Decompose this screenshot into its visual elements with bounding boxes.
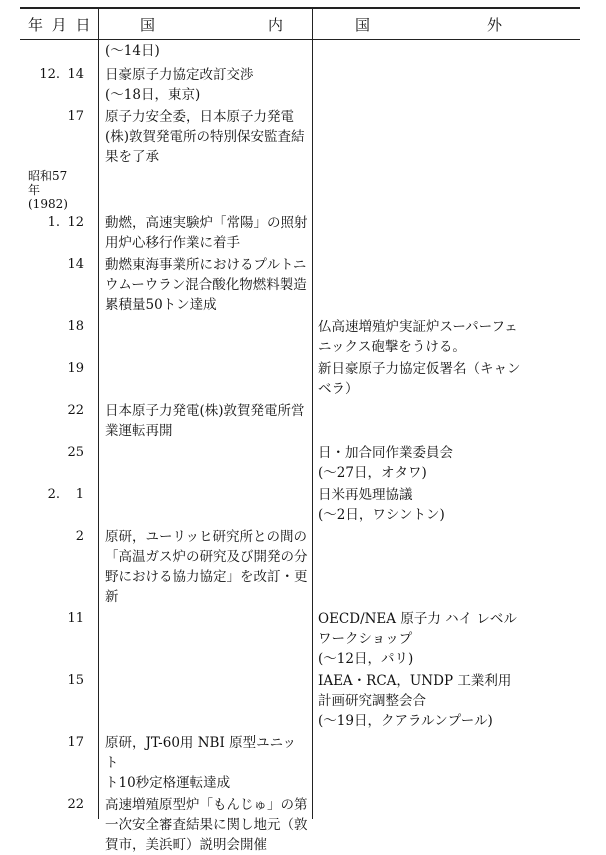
domestic-cell: (～14日) [105,43,160,59]
domestic-cell: 高速増殖原型炉「もんじゅ」の第 一次安全審査結果に関し地元（敦 賀市，美浜町）説明会開催 [105,797,308,853]
domestic-cell: 日豪原子力協定改訂交渉 (～18日，東京) [105,67,254,103]
domestic-cell: 原研，ユーリッヒ研究所との間の 「高温ガス炉の研究及び開発の分 野における協力協定」を改訂・更 新 [105,529,308,605]
foreign-cell: 日米再処理協議 (～2日，ワシントン) [318,487,445,523]
day-cell: 15 [67,673,84,688]
month-cell: 1. [47,215,60,230]
foreign-cell: 仏高速増殖炉実証炉スーパーフェ ニックス砲撃をうける。 [318,319,518,355]
table-row [0,169,606,211]
header-foreign-2: 外 [487,16,505,34]
table-row [0,41,606,63]
header-rule [20,39,580,40]
table-row [0,527,606,607]
day-cell: 19 [67,361,84,376]
domestic-cell: 日本原子力発電(株)敦賀発電所営 業運転再開 [105,403,305,439]
month-cell: 12. [39,67,60,82]
table-row [0,401,606,441]
table-row [0,359,606,399]
header-domestic-1: 国 [140,16,158,34]
table-row [0,443,606,483]
foreign-cell: OECD/NEA 原子力 ハイ レベル ワークショップ (～12日，パリ) [318,611,517,667]
table-row [0,213,606,253]
day-cell: 17 [67,109,84,124]
day-cell: 12 [67,215,84,230]
month-cell: 2. [47,487,60,502]
table-row [0,485,606,525]
day-cell: 14 [67,67,84,82]
day-cell: 18 [67,319,84,334]
domestic-cell: 動燃，高速実験炉「常陽」の照射 用炉心移行作業に着手 [105,215,308,251]
foreign-cell: 新日豪原子力協定仮署名（キャン ベラ） [318,361,521,397]
header-domestic-2: 内 [268,16,286,34]
table-row [0,609,606,669]
foreign-cell: IAEA・RCA，UNDP 工業利用 計画研究調整会合 (～19日，クアラルンプール) [318,673,512,729]
day-cell: 14 [67,257,84,272]
day-cell: 2 [75,529,84,544]
header-date: 年 月 日 [28,16,93,34]
table-row [0,255,606,315]
day-cell: 1 [75,487,84,502]
day-cell: 17 [67,735,84,750]
table-row [0,733,606,793]
table-row [0,317,606,357]
day-cell: 22 [67,403,84,418]
domestic-cell: 原子力安全委，日本原子力発電 (株)敦賀発電所の特別保安監査結 果を了承 [105,109,305,165]
day-cell: 11 [67,611,84,626]
table-row [0,795,606,855]
foreign-cell: 日・加合同作業委員会 (～27日，オタワ) [318,445,453,481]
header-foreign-1: 国 [355,16,373,34]
table-row [0,65,606,105]
table-row [0,671,606,731]
table-top-rule [20,7,580,9]
domestic-cell: 原研，JT-60用 NBI 原型ユニット ト10秒定格運転達成 [105,735,297,791]
day-cell: 22 [67,797,84,812]
table-row [0,107,606,167]
year-cell: 昭和57年 (1982) [28,169,68,211]
chronology-rows [0,41,606,855]
day-cell: 25 [67,445,84,460]
domestic-cell: 動燃東海事業所におけるプルトニ ウムーウラン混合酸化物燃料製造 累積量50トン達成 [105,257,307,313]
